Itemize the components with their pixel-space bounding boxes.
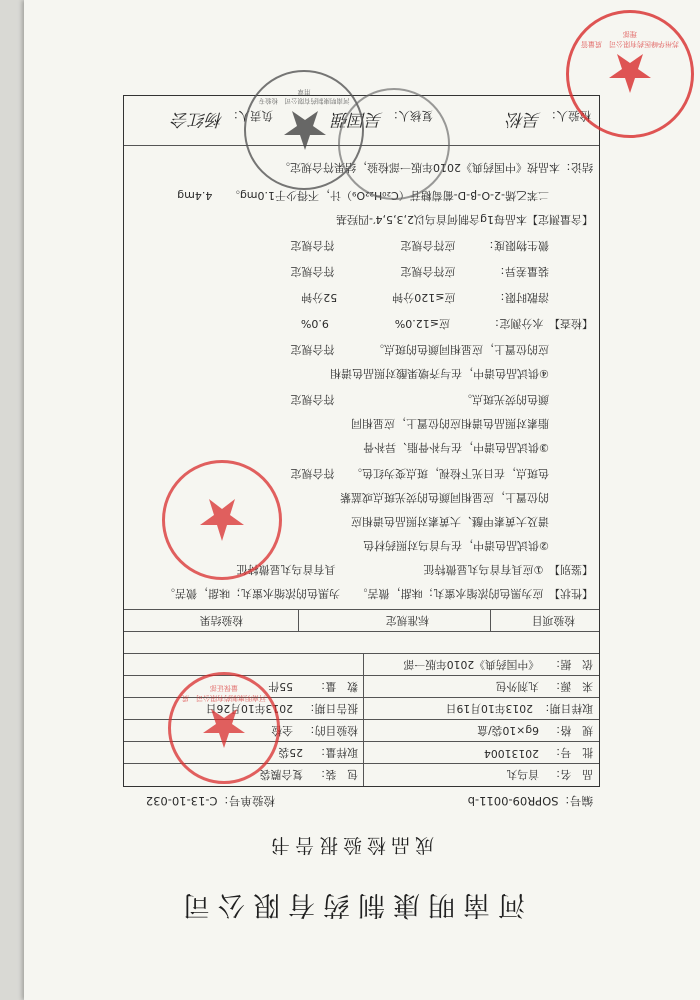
sample-qty-value: 25袋	[278, 746, 303, 759]
batch-label: 批 号：	[549, 746, 593, 759]
company-stamp-text: 河南明康制药有限公司 质量保证部	[182, 684, 266, 702]
reviewer-signature: 吴国强	[332, 109, 383, 129]
company-quality-stamp	[168, 672, 280, 784]
package-label: 包 装：	[314, 768, 358, 781]
row-identification-3c: 颜色的荧光斑点。 符合规定	[290, 393, 593, 406]
row-identification-2d: 色斑点，在日光下检视，斑点变为红色。 符合规定	[290, 467, 593, 480]
row-check-microbial: 微生物限度： 应符合规定 符合规定	[290, 239, 593, 252]
row-check-moisture: 【检查】 水分测定： 应≤12.0% 9.0%	[300, 317, 593, 330]
package-value: 复合膜袋	[259, 768, 303, 781]
spec-label: 规 格：	[549, 724, 593, 737]
conclusion: 结论：本品按《中国药典》2010年版一部检验，结果符合规定。	[279, 161, 593, 174]
product-name: 首乌丸	[506, 768, 539, 781]
batch-number: 20131004	[484, 747, 539, 760]
inspection-seal-overlap	[338, 88, 450, 200]
qa-star-icon	[165, 463, 279, 577]
inspector-signature: 吴松	[507, 109, 541, 129]
purpose-label: 检验目的：	[304, 724, 358, 737]
report-number: 检验单号：C-13-10-032	[145, 794, 275, 808]
approver-signature: 杨红会	[172, 109, 223, 129]
row-identification-2c: 的位置上，应显相同颜色的荧光斑点或蓝紫	[340, 491, 593, 504]
approver-label: 负责人：	[227, 109, 273, 123]
inspector-label: 检验人：	[545, 109, 591, 123]
row-identification-4a: ④供试品色谱中，在与齐墩果酸对照品色谱相	[330, 367, 593, 380]
purpose-value: 全检	[271, 724, 293, 737]
quality-assurance-stamp	[162, 460, 282, 580]
amount-label: 数 量：	[314, 680, 358, 693]
report-date-label: 报告日期：	[304, 702, 358, 715]
sample-date-label: 取样日期：	[539, 702, 593, 715]
company-name: 河南明康制药有限公司	[175, 889, 525, 920]
inspection-seal-text: 河南明康制药有限公司 检验专用章	[258, 88, 350, 105]
row-check-disintegration: 溶散时限： 应≤120分钟 52分钟	[301, 291, 593, 304]
row-assay-1: 【含量测定】本品每1g含制何首乌以2,3,5,4′-四羟基	[336, 213, 593, 226]
spec-value: 6g×10袋/盒	[477, 724, 539, 737]
row-check-weight: 装量差异： 应符合规定 符合规定	[290, 265, 593, 278]
distributor-stamp	[566, 10, 694, 138]
row-identification-3a: ③供试品色谱中，在与补骨脂、异补骨	[363, 441, 593, 454]
row-identification-2a: ②供试品色谱中，在与首乌对照药材色	[363, 539, 593, 552]
document-code: 编号：SOPR09-0011-b	[467, 794, 593, 808]
amount-value: 55件	[268, 680, 293, 693]
source-label: 来 源：	[549, 680, 593, 693]
reviewer-label: 复核人：	[387, 109, 433, 123]
row-identification-2b: 谱及大黄素甲醚、大黄素对照品色谱相应	[351, 515, 593, 528]
distributor-stamp-text: 苏州华峰医药有限公司 质量管理部	[581, 30, 679, 48]
sample-date-value: 2013年10月19日	[445, 702, 533, 715]
row-identification-1: 【鉴别】 ①应具有首乌丸显微特征 具有首乌丸显微特征	[236, 563, 593, 576]
basis-value: 《中国药典》2010年版一部	[403, 658, 539, 671]
column-standard: 标准规定	[385, 614, 429, 627]
row-identification-3b: 脂素对照品色谱相应的位置上，应显相同	[351, 417, 593, 430]
product-label: 品 名：	[549, 768, 593, 781]
report-date-value: 2013年10月26日	[205, 702, 293, 715]
row-appearance: 【性状】 应为黑色的浓缩水蜜丸；味甜，微苦。 为黑色的浓缩水蜜丸；味甜，微苦。	[164, 587, 593, 600]
source-value: 丸剂外包	[495, 680, 539, 693]
row-assay-2: 二苯乙烯-2-O-β-D-葡萄糖苷（C₂₀H₂₂O₉）计，不得少于1.0mg。 4.4mg	[177, 189, 593, 202]
document-title: 成品检验报告书	[266, 834, 435, 856]
row-identification-4b: 应的位置上，应显相同颜色的斑点。 符合规定	[290, 343, 593, 356]
basis-label: 依 据：	[549, 658, 593, 671]
column-item: 检验项目	[531, 614, 575, 627]
sample-qty-label: 取样量：	[314, 746, 358, 759]
column-result: 检验结果	[199, 614, 243, 627]
